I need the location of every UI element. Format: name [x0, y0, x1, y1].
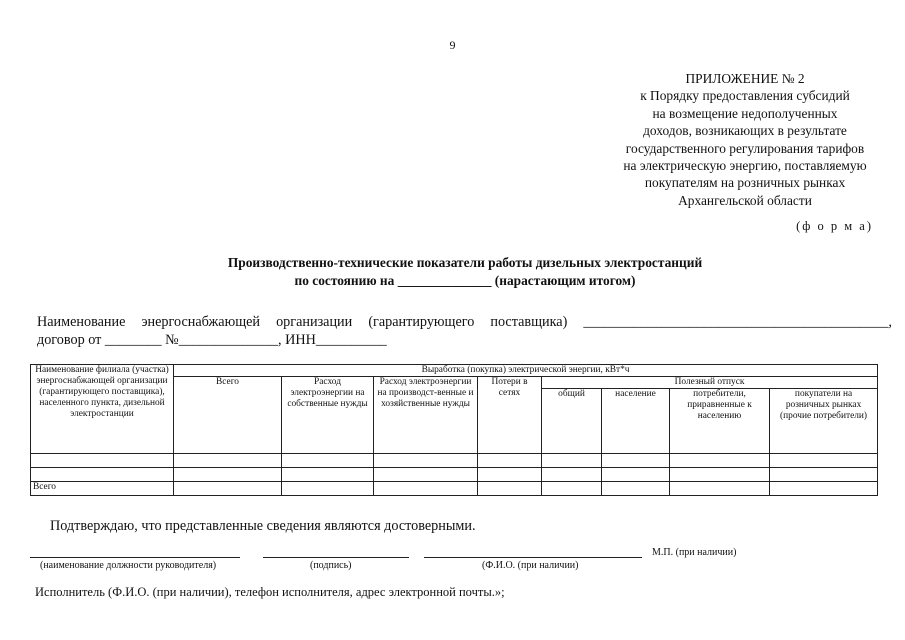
organization-name-blank: ___________________________________________,: [583, 314, 892, 330]
header-name: Наименование филиала (участка) энергоснабжающей организации (гарантирующего поставщика), населенного пункта, дизельной электростанции: [31, 365, 174, 454]
executor-line: Исполнитель (Ф.И.О. (при наличии), телефон исполнителя, адрес электронной почты.»;: [35, 585, 505, 599]
form-mark: (ф о р м а): [796, 219, 873, 233]
table-row: [31, 454, 878, 468]
organization-name-line: [37, 313, 892, 331]
confirmation-text: Подтверждаю, что представленные сведения являются достоверными.: [50, 518, 476, 534]
document-title: [90, 254, 840, 290]
header-production-needs: Расход электроэнергии на производст-венные и хозяйственные нужды: [374, 377, 478, 454]
fio-caption: (Ф.И.О. (при наличии): [482, 560, 579, 571]
org-word: Наименование: [37, 314, 126, 330]
org-word: поставщика): [490, 314, 568, 330]
appendix-header: [580, 70, 905, 209]
header-own-needs: Расход электроэнергии на собственные нужды: [282, 377, 374, 454]
subheader-retail-buyers: покупатели на розничных рынках (прочие потребители): [770, 389, 878, 454]
appendix-line: покупателям на розничных рынках: [644, 175, 846, 191]
title-line-1: Производственно-технические показатели работы дизельных электростанций: [227, 255, 703, 270]
org-word: организации: [276, 314, 353, 330]
appendix-line: Архангельской области: [678, 192, 812, 208]
org-word: (гарантирующего: [368, 314, 475, 330]
stamp-placeholder: М.П. (при наличии): [652, 547, 737, 558]
header-useful-supply: Полезный отпуск: [542, 377, 878, 389]
appendix-line: на возмещение недополученных: [652, 105, 838, 121]
appendix-line: доходов, возникающих в результате: [643, 123, 847, 139]
total-row: [31, 482, 878, 496]
position-caption: (наименование должности руководителя): [40, 560, 217, 571]
fio-signature-line[interactable]: [424, 557, 642, 558]
subheader-total: общий: [542, 389, 602, 454]
signature-caption: (подпись): [310, 560, 352, 571]
org-word: энергоснабжающей: [141, 314, 261, 330]
signature-line[interactable]: [263, 557, 409, 558]
appendix-line: к Порядку предоставления субсидий: [640, 88, 850, 104]
header-total: Всего: [174, 377, 282, 454]
header-losses: Потери в сетях: [478, 377, 542, 454]
organization-fields: [37, 313, 892, 349]
appendix-line: ПРИЛОЖЕНИЕ № 2: [685, 71, 805, 86]
contract-inn-line: договор от ________ №______________, ИНН__________: [37, 332, 387, 348]
position-signature-line[interactable]: [30, 557, 240, 558]
header-generation: Выработка (покупка) электрической энергии, кВт*ч: [174, 365, 878, 377]
appendix-line: на электрическую энергию, поставляемую: [623, 158, 867, 174]
title-line-2: по состоянию на ______________ (нарастающим итогом): [294, 273, 636, 288]
subheader-population: население: [602, 389, 670, 454]
appendix-line: государственного регулирования тарифов: [625, 140, 865, 156]
indicators-table: [30, 364, 878, 496]
subheader-equated-consumers: потребители, приравненные к населению: [670, 389, 770, 454]
page-number: 9: [449, 38, 456, 52]
total-row-label: Всего: [31, 482, 174, 496]
table-row: [31, 468, 878, 482]
